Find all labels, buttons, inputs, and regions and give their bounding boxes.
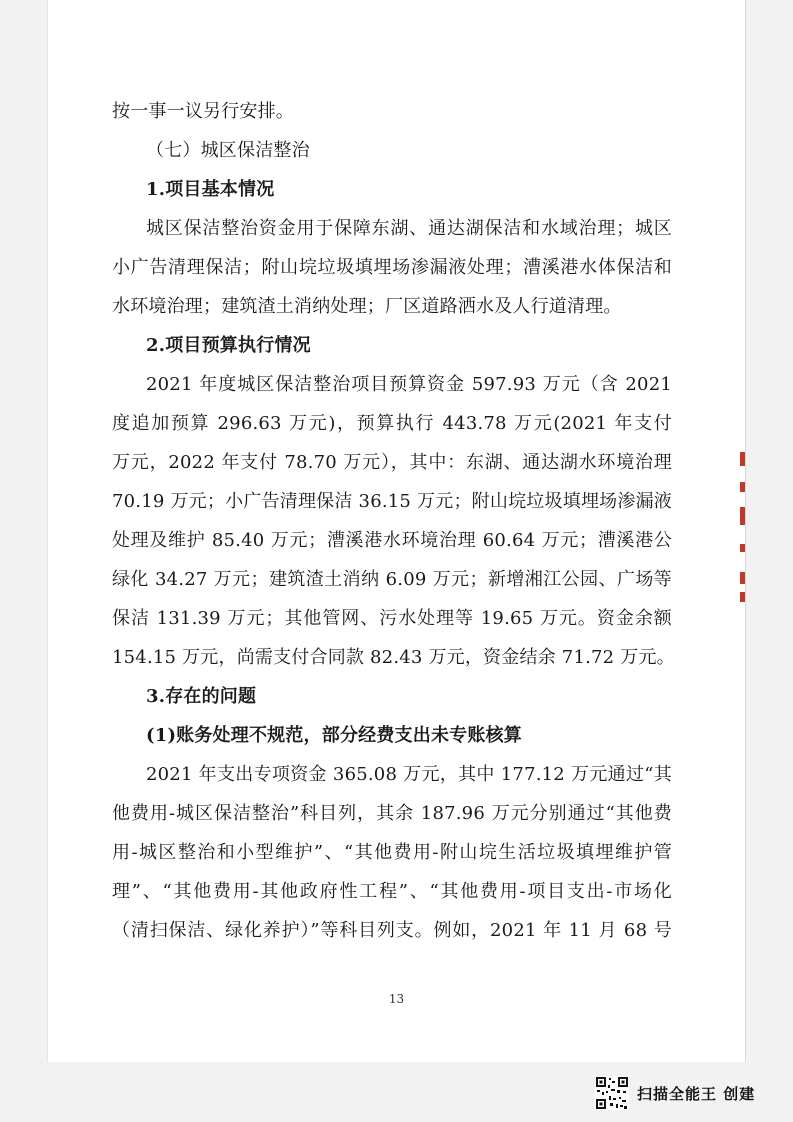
scan-edge-marks [740, 452, 746, 607]
scanner-watermark [595, 1073, 755, 1113]
body-text-line: 他费用-城区保洁整治”科目列，其余 187.96 万元分别通过“其他费 [112, 803, 672, 824]
body-text-line: 2021 年度城区保洁整治项目预算资金 597.93 万元（含 2021 [146, 374, 672, 395]
body-text-line: （清扫保洁、绿化养护）”等科目列支。例如，2021 年 11 月 68 号 [112, 920, 672, 941]
qr-code-icon [595, 1076, 629, 1110]
body-text-line: 按一事一议另行安排。 [112, 101, 294, 122]
body-text-line: 城区保洁整治资金用于保障东湖、通达湖保洁和水域治理；城区 [146, 218, 672, 239]
body-text-line: 理”、“其他费用-其他政府性工程”、“其他费用-项目支出-市场化 [112, 881, 672, 902]
scanner-brand-label: 扫描全能王 创建 [637, 1084, 756, 1103]
section-heading: 2.项目预算执行情况 [146, 335, 311, 356]
body-text-line: 154.15 万元，尚需支付合同款 82.43 万元，资金结余 71.72 万元。 [112, 647, 675, 668]
body-text-line: 度追加预算 296.63 万元)，预算执行 443.78 万元(2021 年支付 [112, 413, 672, 434]
body-text-line: 万元，2022 年支付 78.70 万元），其中：东湖、通达湖水环境治理 [112, 452, 672, 473]
body-text-line: 水环境治理；建筑渣土消纳处理；厂区道路洒水及人行道清理。 [112, 296, 622, 317]
body-text-line: 70.19 万元；小广告清理保洁 36.15 万元；附山垸垃圾填埋场渗漏液 [112, 491, 672, 512]
body-text-line: 绿化 34.27 万元；建筑渣土消纳 6.09 万元；新增湘江公园、广场等 [112, 569, 672, 590]
section-heading: 1.项目基本情况 [146, 179, 275, 200]
page-number: 13 [388, 992, 405, 1006]
body-text-line: 用-城区整治和小型维护”、“其他费用-附山垸生活垃圾填埋维护管 [112, 842, 672, 863]
section-heading: (1)账务处理不规范，部分经费支出未专账核算 [146, 725, 522, 746]
section-heading: 3.存在的问题 [146, 686, 257, 707]
body-text-line: 处理及维护 85.40 万元；漕溪港水环境治理 60.64 万元；漕溪港公 [112, 530, 672, 551]
body-text-line: 小广告清理保洁；附山垸垃圾填埋场渗漏液处理；漕溪港水体保洁和 [112, 257, 672, 278]
body-text-line: 保洁 131.39 万元；其他管网、污水处理等 19.65 万元。资金余额 [112, 608, 672, 629]
body-text-line: （七）城区保洁整治 [146, 140, 310, 161]
document-body [112, 92, 675, 950]
body-text-line: 2021 年支出专项资金 365.08 万元，其中 177.12 万元通过“其 [146, 764, 672, 785]
